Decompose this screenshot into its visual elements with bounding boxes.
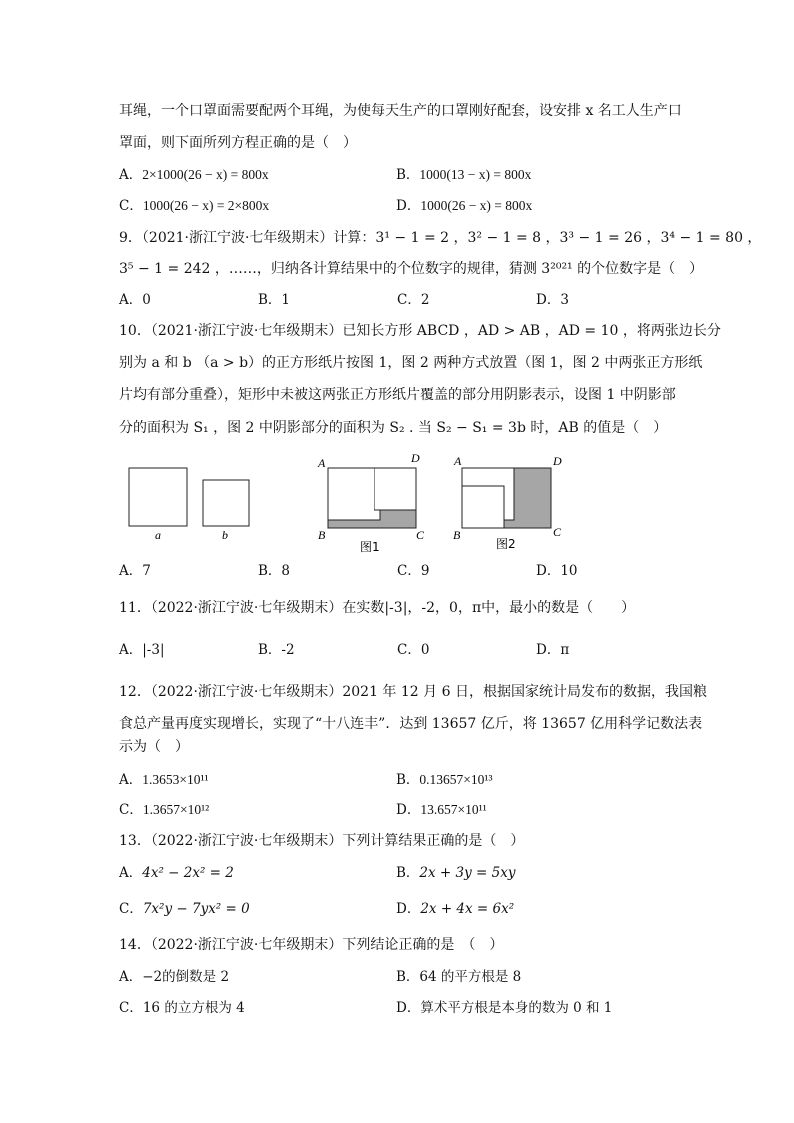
q12-option-c[interactable]: C．1.3657×10¹² xyxy=(119,802,210,818)
q10-figure-svg xyxy=(119,450,579,555)
q12-option-a[interactable]: A．1.3653×10¹¹ xyxy=(119,772,209,788)
fig2-square-b xyxy=(462,486,504,528)
q13-option-b[interactable]: B．2x + 3y = 5xy xyxy=(396,865,516,881)
q8-stem-line-2: 罩面，则下面所列方程正确的是（ ） xyxy=(119,135,357,151)
q10-figure xyxy=(119,450,579,555)
q8-stem-line-1: 耳绳，一个口罩面需要配两个耳绳，为使每天生产的口罩刚好配套，设安排 x 名工人生产口 xyxy=(119,103,682,119)
q10-option-a[interactable]: A．7 xyxy=(119,563,151,579)
fig1-label-d: D xyxy=(411,451,420,465)
fig2-label-c: C xyxy=(553,525,562,539)
q9-option-c[interactable]: C．2 xyxy=(397,292,430,308)
q10-option-b[interactable]: B．8 xyxy=(258,563,291,579)
fig2-label-a: A xyxy=(454,454,462,468)
square-a-label: a xyxy=(155,528,161,542)
q9-stem-line-1: 9．（2021·浙江宁波·七年级期末）计算：3¹ − 1 = 2 ，3² − 1 = 8 ，3³ − 1 = 26 ，3⁴ − 1 = 80 ， xyxy=(119,230,762,246)
q10-option-d[interactable]: D．10 xyxy=(536,563,578,579)
q8-option-b[interactable]: B．1000(13 − x) = 800x xyxy=(396,167,532,183)
fig2-caption: 图2 xyxy=(496,537,516,551)
fig1-square-b xyxy=(374,468,416,510)
q14-option-b[interactable]: B．64 的平方根是 8 xyxy=(396,969,522,985)
square-b xyxy=(203,480,249,526)
q14-option-a[interactable]: A．−2的倒数是 2 xyxy=(119,969,230,985)
q8-option-d[interactable]: D．1000(26 − x) = 800x xyxy=(396,198,533,214)
q8-option-c[interactable]: C．1000(26 − x) = 2×800x xyxy=(119,198,270,214)
q14-option-c[interactable]: C．16 的立方根为 4 xyxy=(119,1000,245,1016)
q13-option-a[interactable]: A．4x² − 2x² = 2 xyxy=(119,865,234,881)
q10-option-c[interactable]: C．9 xyxy=(397,563,430,579)
q11-stem-line-1: 11．（2022·浙江宁波·七年级期末）在实数|-3|，-2，0，π中，最小的数是（ ） xyxy=(119,600,636,616)
q12-option-b[interactable]: B．0.13657×10¹³ xyxy=(396,772,493,788)
q10-stem-line-4: 分的面积为 S₁ ，图 2 中阴影部分的面积为 S₂ . 当 S₂ − S₁ = 3b 时，AB 的值是（ ） xyxy=(119,420,668,436)
q9-option-d[interactable]: D．3 xyxy=(536,292,569,308)
q12-option-d[interactable]: D．13.657×10¹¹ xyxy=(396,802,487,818)
q14-stem-line-1: 14．（2022·浙江宁波·七年级期末）下列结论正确的是 （ ） xyxy=(119,937,504,953)
square-b-label: b xyxy=(222,528,228,542)
q11-option-b[interactable]: B．-2 xyxy=(258,642,295,658)
q8-option-a[interactable]: A．2×1000(26 − x) = 800x xyxy=(119,167,269,183)
fig2-label-b: B xyxy=(453,528,461,542)
q11-option-c[interactable]: C．0 xyxy=(397,642,430,658)
fig1-label-b: B xyxy=(318,528,326,542)
q9-stem-line-2: 3⁵ − 1 = 242 ，……，归纳各计算结果中的个位数字的规律，猜测 3²⁰²¹ 的个位数字是（ ） xyxy=(119,261,704,277)
q9-option-b[interactable]: B．1 xyxy=(258,292,291,308)
q12-stem-line-2: 食总产量再度实现增长，实现了“十八连丰”．达到 13657 亿斤，将 13657 亿用科学记数法表 xyxy=(119,716,703,732)
q10-stem-line-3: 片均有部分重叠），矩形中未被这两张正方形纸片覆盖的部分用阴影表示，设图 1 中阴影部 xyxy=(119,387,676,403)
q12-stem-line-1: 12．（2022·浙江宁波·七年级期末）2021 年 12 月 6 日，根据国家统计局发布的数据，我国粮 xyxy=(119,684,707,700)
fig1-label-c: C xyxy=(416,528,425,542)
q10-stem-line-2: 别为 a 和 b （a > b）的正方形纸片按图 1，图 2 两种方式放置（图 1，图 2 中两张正方形纸 xyxy=(119,355,703,371)
figure-2 xyxy=(453,454,562,551)
q11-option-a[interactable]: A．|-3| xyxy=(119,642,165,658)
q10-stem-line-1: 10．（2021·浙江宁波·七年级期末）已知长方形 ABCD ，AD > AB ，AD = 10 ，将两张边长分 xyxy=(119,323,721,339)
fig1-caption: 图1 xyxy=(360,540,380,554)
fig1-square-a-top xyxy=(328,468,374,520)
square-a xyxy=(129,468,187,526)
figure-1 xyxy=(317,451,425,554)
q13-option-c[interactable]: C．7x²y − 7yx² = 0 xyxy=(119,901,250,917)
q11-option-d[interactable]: D．π xyxy=(536,642,570,658)
fig2-label-d: D xyxy=(553,454,562,468)
q13-stem-line-1: 13．（2022·浙江宁波·七年级期末）下列计算结果正确的是（ ） xyxy=(119,833,525,849)
fig1-label-a: A xyxy=(318,456,326,470)
q13-option-d[interactable]: D．2x + 4x = 6x² xyxy=(396,901,515,917)
q12-stem-line-3: 示为（ ） xyxy=(119,739,189,755)
q9-option-a[interactable]: A．0 xyxy=(119,292,151,308)
q14-option-d[interactable]: D．算术平方根是本身的数为 0 和 1 xyxy=(396,1000,613,1016)
